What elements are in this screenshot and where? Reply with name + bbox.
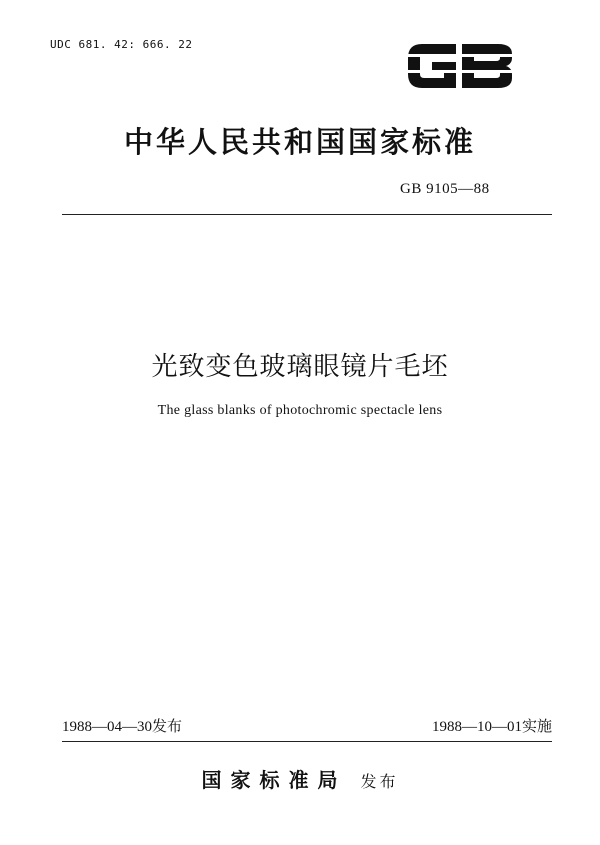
implementation-date: 1988—10—01实施: [431, 719, 552, 735]
footer: [0, 764, 600, 793]
national-standard-heading: 中华人民共和国国家标准: [123, 125, 476, 159]
udc-code: UDC 681. 42: 666. 22: [50, 38, 193, 51]
gb-logo: [404, 40, 516, 92]
issue-date: 1988—04—30发布: [62, 719, 183, 735]
document-title: 光致变色玻璃眼镜片毛坯: [151, 352, 449, 382]
publish-label: 发布: [360, 772, 399, 791]
publisher-name: 国家标准局: [201, 768, 347, 792]
header-divider: [62, 214, 552, 215]
footer-divider: [62, 741, 552, 742]
document-subtitle-english: The glass blanks of photochromic spectacle lens: [157, 403, 443, 418]
standard-number: GB 9105—88: [400, 181, 490, 197]
